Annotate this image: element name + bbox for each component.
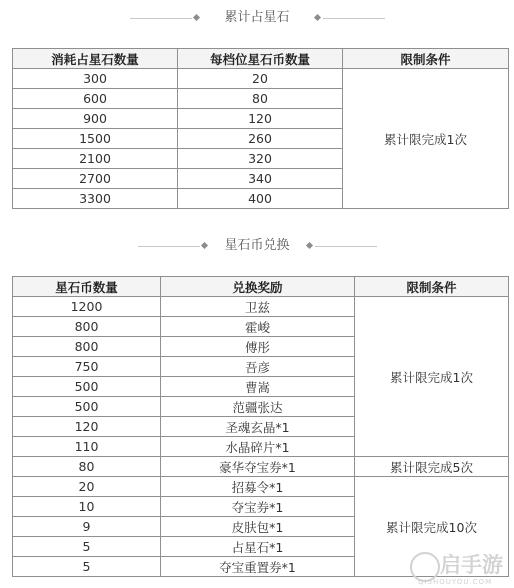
watermark-subtext: QISHOUYOU.COM [418,578,493,586]
watermark-text: 启手游 [440,553,503,577]
table-row [13,297,509,317]
cell-reward: 夺宝重置券*1 [161,557,355,577]
column-header: 限制条件 [355,277,509,297]
cell-reward: 皮肤包*1 [161,517,355,537]
cell-reward: 范疆张达 [161,397,355,417]
cell-coins: 320 [178,149,343,169]
cell-coins: 340 [178,169,343,189]
section-title-label: 星石币兑换 [224,238,290,253]
cell-reward: 招募令*1 [161,477,355,497]
table-header-row [13,277,509,297]
cell-coins: 10 [13,497,161,517]
cell-reward: 水晶碎片*1 [161,437,355,457]
cell-coins: 500 [13,397,161,417]
cell-coins: 800 [13,317,161,337]
cell-cost: 2100 [13,149,178,169]
star-coin-exchange-table [12,276,509,577]
section-title-star-coin-exchange [0,236,514,256]
column-header: 消耗占星石数量 [13,49,178,69]
cell-reward: 曹嵩 [161,377,355,397]
cell-reward: 圣魂玄晶*1 [161,417,355,437]
column-header: 每档位星石币数量 [178,49,343,69]
cell-coins: 20 [13,477,161,497]
cell-coins: 9 [13,517,161,537]
cell-reward: 占星石*1 [161,537,355,557]
cell-coins: 750 [13,357,161,377]
cell-limit: 累计限完成10次 [355,477,509,577]
cell-coins: 20 [178,69,343,89]
watermark-logo [410,550,508,586]
cell-cost: 600 [13,89,178,109]
table-row [13,69,509,89]
table-header-row [13,49,509,69]
cell-coins: 120 [13,417,161,437]
title-divider-right [323,18,385,19]
section-title-star-stone [0,8,514,28]
cell-reward: 卫兹 [161,297,355,317]
cell-reward: 豪华夺宝券*1 [161,457,355,477]
cell-coins: 120 [178,109,343,129]
section-title-label: 累计占星石 [224,10,290,25]
cell-cost: 300 [13,69,178,89]
cell-coins: 80 [13,457,161,477]
cell-limit: 累计限完成1次 [355,297,509,457]
title-divider-right [315,246,377,247]
table-row [13,457,509,477]
column-header: 兑换奖励 [161,277,355,297]
star-stone-table [12,48,509,209]
cell-reward: 夺宝券*1 [161,497,355,517]
cell-coins: 80 [178,89,343,109]
cell-reward: 霍峻 [161,317,355,337]
cell-coins: 110 [13,437,161,457]
cell-reward: 傅彤 [161,337,355,357]
column-header: 限制条件 [343,49,509,69]
cell-coins: 5 [13,557,161,577]
cell-coins: 400 [178,189,343,209]
cell-coins: 800 [13,337,161,357]
cell-coins: 260 [178,129,343,149]
table-row [13,477,509,497]
cell-cost: 3300 [13,189,178,209]
cell-coins: 5 [13,537,161,557]
cell-cost: 1500 [13,129,178,149]
cell-coins: 1200 [13,297,161,317]
cell-cost: 900 [13,109,178,129]
cell-limit: 累计限完成5次 [355,457,509,477]
cell-reward: 吾彦 [161,357,355,377]
column-header: 星石币数量 [13,277,161,297]
cell-coins: 500 [13,377,161,397]
cell-limit: 累计限完成1次 [343,69,509,209]
cell-cost: 2700 [13,169,178,189]
